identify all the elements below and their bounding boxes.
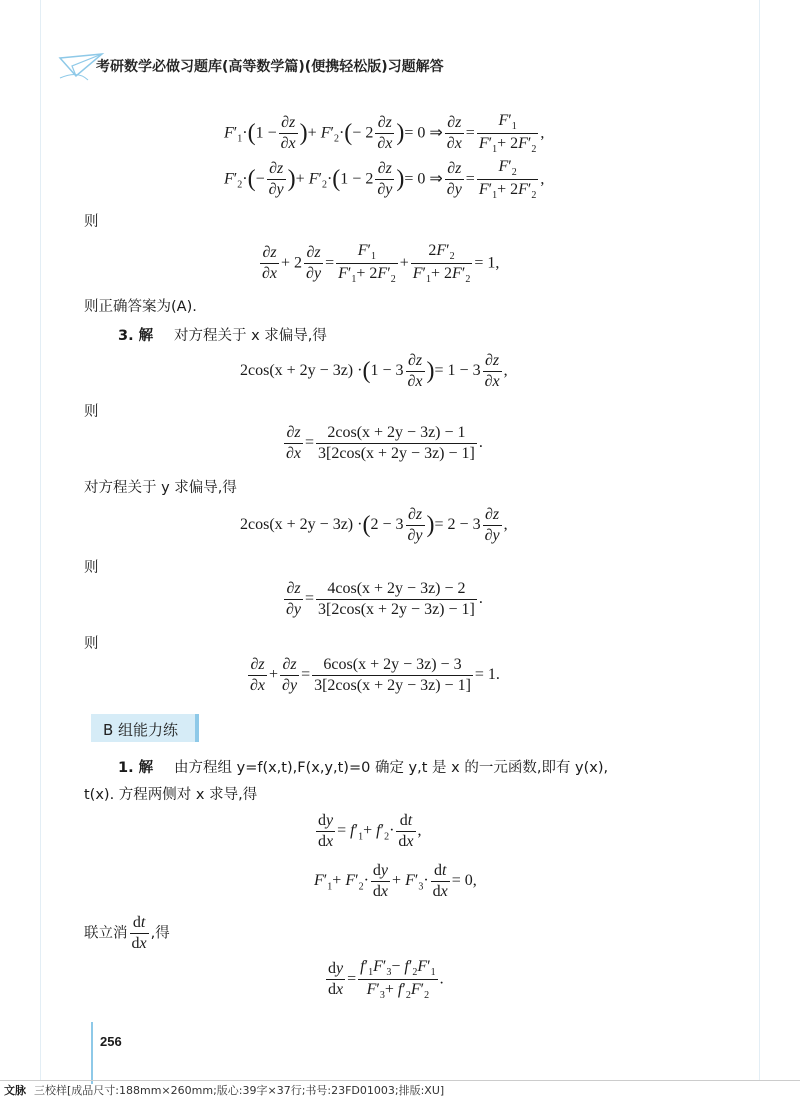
eq1-result: = 0 ⇒	[404, 124, 443, 142]
conclusion-a: 则正确答案为(A).	[84, 299, 197, 315]
page-number-bar	[91, 1022, 93, 1084]
equation-3: 2cos(x + 2y − 3z) ·(1 − 3 $\frac{\partial z}{\partial x}$ )= 1 − 3 $\frac{\partial z}{\partial x}$ ,	[240, 352, 508, 390]
equation-6: $\frac{\partial z}{\partial y}$ = $\frac{4\cos(x + 2y - 3z) - 2}{3[2\cos(x + 2y - 3z) - 1]}$ .	[286, 580, 483, 618]
eq3-rhs: = 1 − 3	[434, 362, 481, 380]
b1-text-line1: 由方程组 y=f(x,t),F(x,y,t)=0 确定 y,t 是 x 的一元函数,即有 y(x),	[174, 760, 609, 776]
problem-3-text: 对方程关于 x 求偏导,得	[174, 328, 327, 344]
eq6-numerator: 4cos(x + 2y − 3z) − 2	[327, 580, 466, 597]
equation-5: 2cos(x + 2y − 3z) ·(2 − 3 $\frac{\partial z}{\partial y}$ )= 2 − 3 $\frac{\partial z}{\partial y}$ ,	[240, 506, 508, 544]
lianli-suffix: ,得	[150, 925, 170, 942]
eq5-rhs: = 2 − 3	[434, 516, 481, 534]
eq2-result: = 0 ⇒	[404, 170, 443, 188]
text-ze-1: 则	[84, 214, 99, 230]
problem-3-y-text: 对方程关于 y 求偏导,得	[84, 480, 237, 496]
equation-1: $F'_1\cdot(1$ − $\frac{\partial z}{\partial x}$ )+ $F'_2\cdot(- 2$ $\frac{\partial z}{\partial x}$ )= 0 ⇒ $\frac{\partial z}{\partial x}$ = $\frac{F'_1}{F'_1+ 2F'_2}$ ,	[224, 112, 545, 156]
bottom-rule	[0, 1080, 800, 1081]
problem-3-label: 3. 解	[118, 328, 154, 344]
left-margin-line	[40, 0, 41, 1080]
section-b-title: B 组能力练	[103, 721, 179, 739]
eq5-cos: 2cos(x + 2y − 3z)	[240, 516, 354, 534]
lianli-line: 联立消 $\frac{dt}{dx}$ ,得	[84, 914, 170, 952]
eq4-denominator: 3[2cos(x + 2y − 3z) − 1]	[318, 445, 475, 462]
lianli-prefix: 联立消	[84, 925, 128, 942]
equation-2: $F'_2\cdot(-$ $\frac{\partial z}{\partial y}$ )+ $F'_2\cdot(1 - 2$ $\frac{\partial z}{\partial y}$ )= 0 ⇒ $\frac{\partial z}{\partial y}$ = $\frac{F'_2}{F'_1+ 2F'_2}$ ,	[224, 158, 545, 202]
section-b-banner	[91, 714, 199, 742]
header-title: 考研数学必做习题库(高等数学篇)(便携轻松版)习题解答	[96, 59, 444, 75]
eq4-numerator: 2cos(x + 2y − 3z) − 1	[327, 424, 466, 441]
sum-result: = 1,	[474, 254, 500, 272]
equation-4: $\frac{\partial z}{\partial x}$ = $\frac{2\cos(x + 2y - 3z) - 1}{3[2\cos(x + 2y - 3z) - 1]}$ .	[286, 424, 483, 462]
eq3-cos: 2cos(x + 2y − 3z)	[240, 362, 354, 380]
equation-7: $\frac{\partial z}{\partial x}$ + $\frac{\partial z}{\partial y}$ = $\frac{6\cos(x + 2y - 3z) - 3}{3[2\cos(x + 2y - 3z) - 1]}$ = 1.	[250, 656, 500, 694]
eq7-denominator: 3[2cos(x + 2y − 3z) − 1]	[314, 677, 471, 694]
eq6-denominator: 3[2cos(x + 2y − 3z) − 1]	[318, 601, 475, 618]
equation-9: $F'_1+ F'_2\cdot$ $\frac{dy}{dx}$ + $F'_3\cdot$ $\frac{dt}{dx}$ = 0,	[314, 862, 477, 900]
eq9-zero: = 0,	[451, 872, 477, 890]
right-margin-line	[759, 0, 760, 1080]
page-number: 256	[100, 1034, 122, 1049]
equation-10: $\frac{dy}{dx}$ = $\frac{f'_1F'_3- f'_2F'_1}{F'_3+ f'_2F'_2}$ .	[328, 958, 444, 1002]
text-ze-3: 则	[84, 560, 99, 576]
equation-8: $\frac{dy}{dx}$ = $f'_1+ f'_2\cdot$ $\frac{dt}{dx}$ ,	[318, 812, 422, 850]
equation-sum: $\frac{\partial z}{\partial x}$ + 2 $\frac{\partial z}{\partial y}$ = $\frac{F'_1}{F'_1+ 2F'_2}$ + $\frac{2F'_2}{F'_1+ 2F'_2}$ = 1,	[262, 242, 500, 286]
proof-info: 三校样[成品尺寸:188mm×260mm;版心:39字×37行;书号:23FD01003;排版:XU]	[34, 1084, 445, 1097]
text-ze-2: 则	[84, 404, 99, 420]
b1-label: 1. 解	[118, 760, 154, 776]
b1-text-line2: t(x). 方程两侧对 x 求导,得	[84, 787, 258, 803]
publisher-label: 文脉	[4, 1084, 26, 1097]
eq7-result: = 1.	[474, 666, 500, 684]
eq7-numerator: 6cos(x + 2y − 3z) − 3	[323, 656, 462, 673]
text-ze-4: 则	[84, 636, 99, 652]
